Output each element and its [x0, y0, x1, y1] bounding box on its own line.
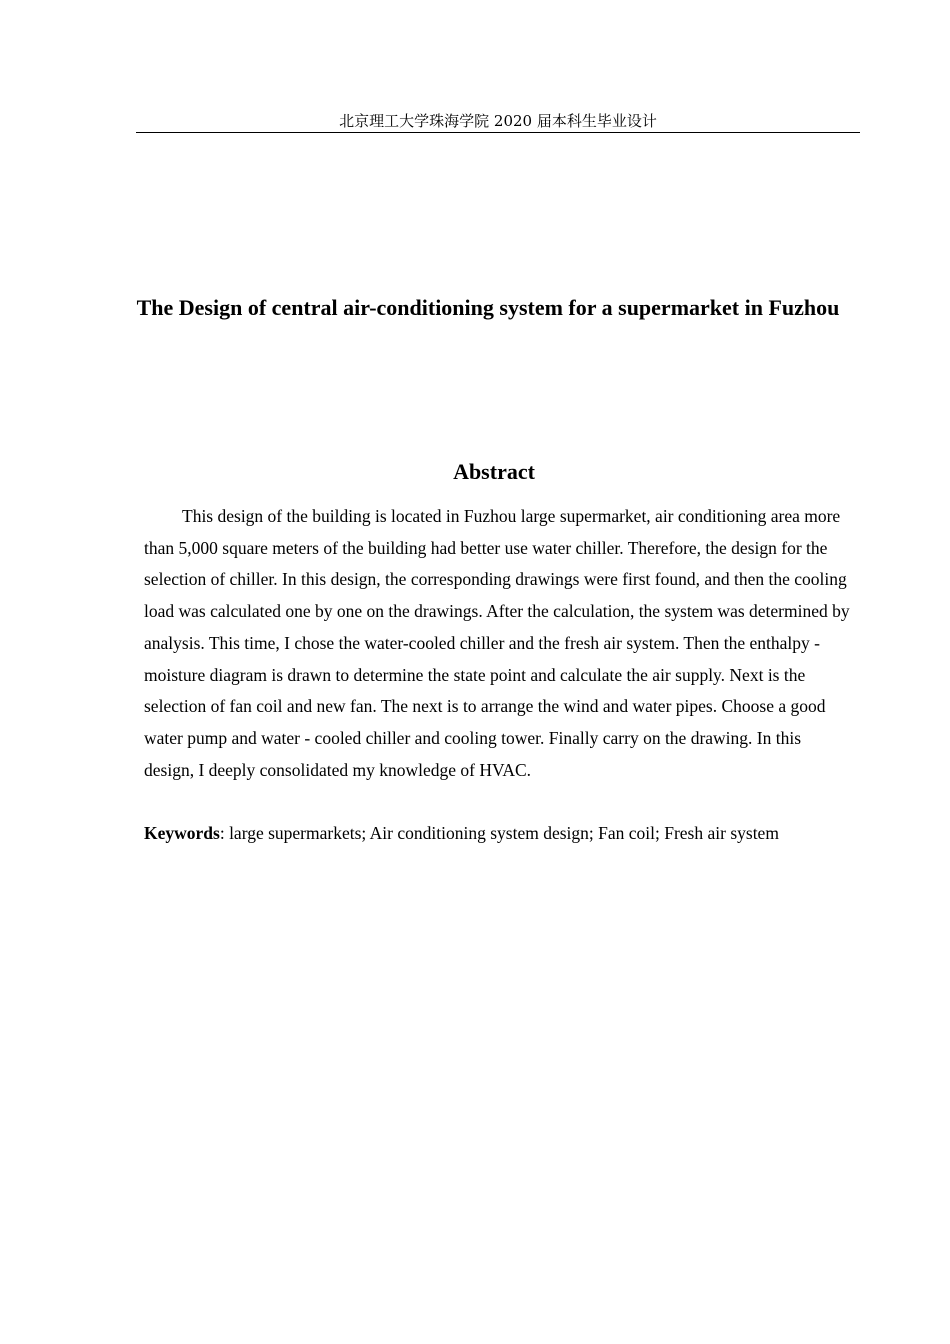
keywords-text: : large supermarkets; Air conditioning system design; Fan coil; Fresh air system — [219, 823, 779, 843]
page-header — [136, 110, 860, 133]
header-text: 北京理工大学珠海学院 2020 届本科生毕业设计 — [339, 112, 657, 130]
keywords-line — [144, 818, 864, 848]
keywords-label: Keywords — [144, 823, 220, 843]
abstract-heading: Abstract — [453, 459, 535, 484]
document-title: The Design of central air-conditioning system for a supermarket in Fuzhou — [136, 295, 840, 320]
abstract-body: This design of the building is located in Fuzhou large supermarket, air conditioning area more than 5,000 square meters of the building had better use water chiller. Therefore, the design for the selection of chiller. In this design, the corresponding drawings were first found, and then the cooling load was calculated one by one on the drawings. After the calculation, the system was determined by analysis. This time, I chose the water-cooled chiller and the fresh air system. Then the enthalpy - moisture diagram is drawn to determine the state point and calculate the air supply. Next is the selection of fan coil and new fan. The next is to arrange the wind and water pipes. Choose a good water pump and water - cooled chiller and cooling tower. Finally carry on the drawing. In this design, I deeply consolidated my knowledge of HVAC. — [144, 506, 850, 780]
